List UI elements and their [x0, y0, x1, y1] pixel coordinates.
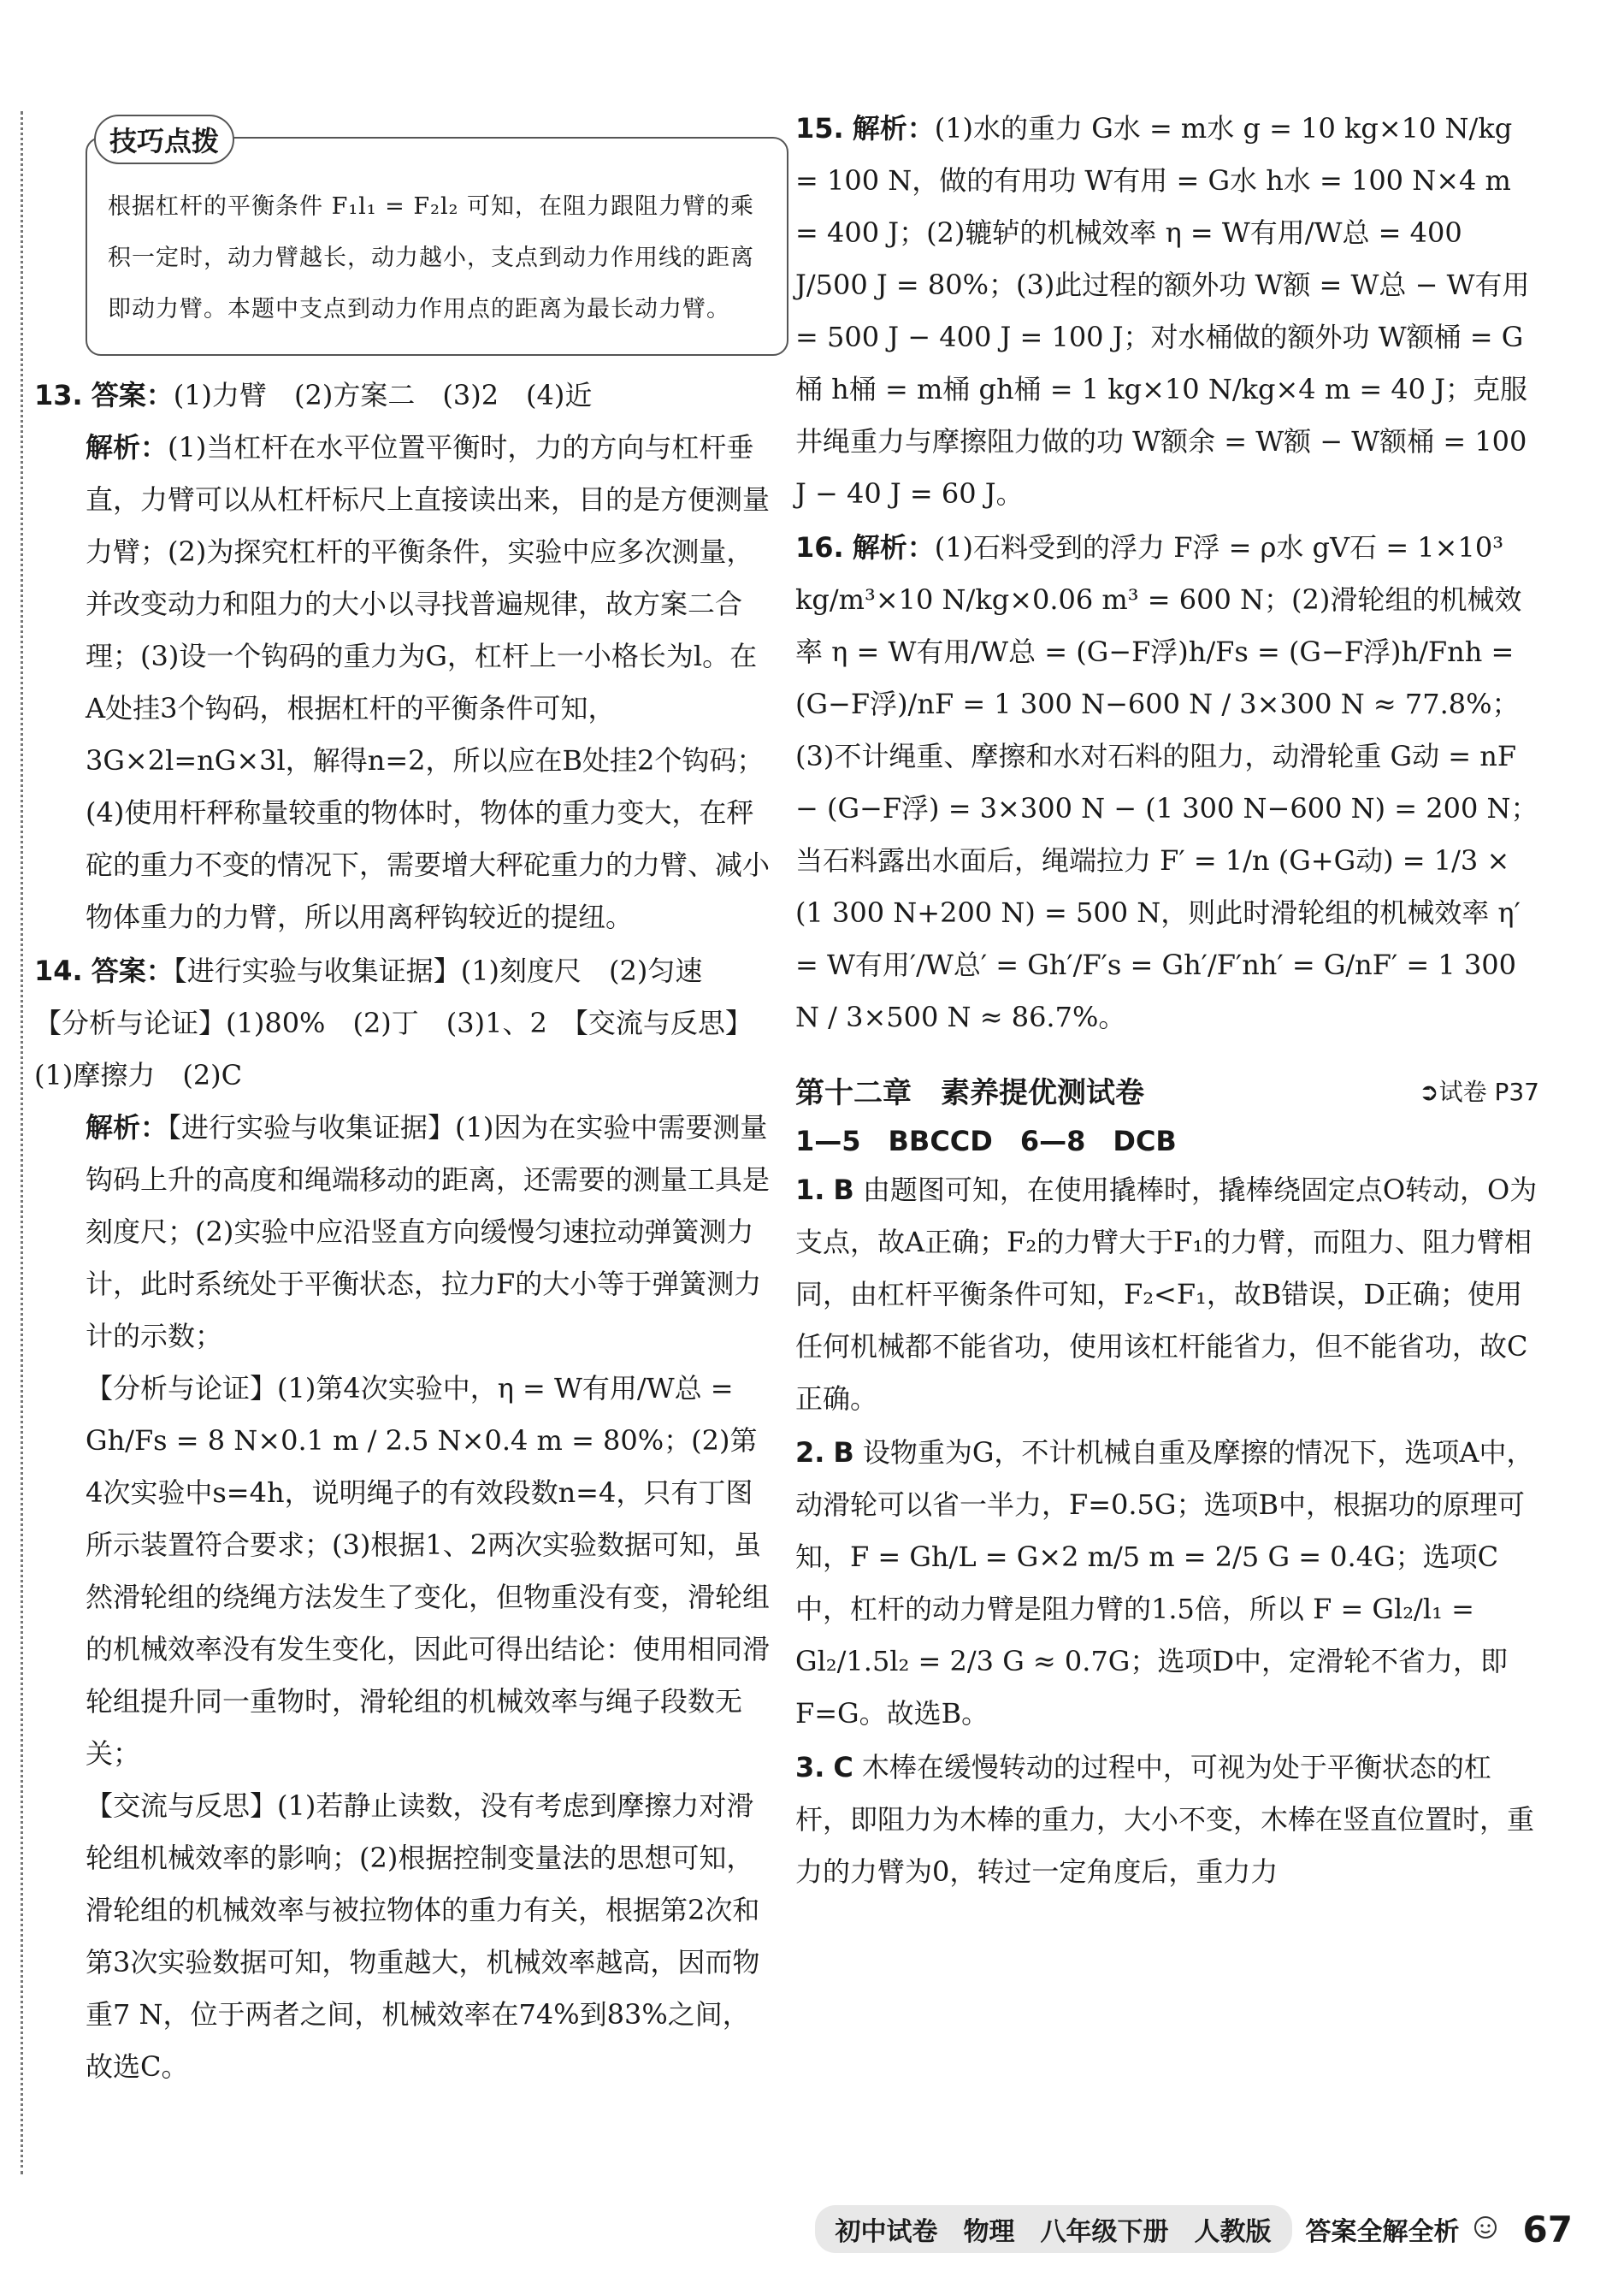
left-margin-dotted-line	[21, 111, 23, 2174]
mascot-icon	[1468, 2212, 1503, 2246]
choice-question-1	[795, 1164, 1539, 1425]
q16-analysis-label: 解析：	[852, 531, 935, 564]
left-column	[34, 103, 770, 2095]
choice-question-2	[795, 1427, 1539, 1740]
c2-answer: B	[833, 1436, 854, 1469]
q13-analysis: (1)当杠杆在水平位置平衡时，力的方向与杠杆垂直，力臂可以从杠杆标尺上直接读出来，目的是方便测量力臂；(2)为探究杠杆的平衡条件，实验中应多次测量，并改变动力和阻力的大小以寻找普遍规律，故方案二合理；(3)设一个钩码的重力为G，杠杆上一小格长为l。在A处挂3个钩码，根据杠杆的平衡条件可知，3G×2l=nG×3l，解得n=2，所以应在B处挂2个钩码；(4)使用杆秤称量较重的物体时，物体的重力变大，在秤砣的重力不变的情况下，需要增大秤砣重力的力臂、减小物体重力的力臂，所以用离秤钩较近的提纽。	[86, 431, 771, 933]
question-14	[34, 945, 770, 2093]
c3-number: 3.	[795, 1751, 825, 1783]
c2-number: 2.	[795, 1436, 825, 1469]
c3-text: 木棒在缓慢转动的过程中，可视为处于平衡状态的杠杆，即阻力为木棒的重力，大小不变，木棒在竖直位置时，重力的力臂为0，转过一定角度后，重力力	[795, 1751, 1535, 1888]
question-15	[795, 103, 1539, 520]
q14-analysis-label: 解析：	[86, 1111, 168, 1144]
choice-answers: 1—5 BBCCD 6—8 DCB	[795, 1125, 1177, 1157]
c1-number: 1.	[795, 1174, 825, 1206]
tip-title: 技巧点拨	[94, 115, 234, 164]
c2-text: 设物重为G，不计机械自重及摩擦的情况下，选项A中，动滑轮可以省一半力，F=0.5G；选项B中，根据功的原理可知，F = Gh/L = G×2 m/5 m = 2/5 G = 0.4G；选项C中，杠杆的动力臂是阻力臂的1.5倍，所以 F = Gl₂/l₁ = Gl₂/1.5l₂ = 2/3 G ≈ 0.7G；选项D中，定滑轮不省力，即F=G。故选B。	[795, 1436, 1534, 1730]
q16-number: 16.	[795, 531, 844, 564]
chapter-page-ref: ➲试卷 P37	[1419, 1077, 1539, 1106]
q13-number: 13.	[34, 379, 83, 411]
q15-analysis: (1)水的重力 G水 = m水 g = 10 kg×10 N/kg = 100 N，做的有用功 W有用 = G水 h水 = 100 N×4 m = 400 J；(2)辘轳的机械效率 η = W有用/W总 = 400 J/500 J = 80%；(3)此过程的额外功 W额 = W总 − W有用 = 500 J − 400 J = 100 J；对水桶做的额外功 W额桶 = G桶 h桶 = m桶 gh桶 = 1 kg×10 N/kg×4 m = 40 J；克服井绳重力与摩擦阻力做的功 W额余 = W额 − W额桶 = 100 J − 40 J = 60 J。	[795, 112, 1530, 510]
c1-text: 由题图可知，在使用撬棒时，撬棒绕固定点O转动，O为支点，故A正确；F₂的力臂大于F₁的力臂，而阻力、阻力臂相同，由杠杆平衡条件可知，F₂<F₁，故B错误，D正确；使用任何机械都不能省功，使用该杠杆能省力，但不能省功，故C正确。	[795, 1174, 1538, 1415]
q14-number: 14.	[34, 955, 83, 987]
q13-answer-label: 答案：	[91, 379, 174, 411]
chapter-heading	[795, 1069, 1539, 1111]
q15-analysis-label: 解析：	[852, 112, 935, 145]
q15-number: 15.	[795, 112, 844, 145]
q14-analysis-part3: 【交流与反思】(1)若静止读数，没有考虑到摩擦力对滑轮组机械效率的影响；(2)根据控制变量法的思想可知，滑轮组的机械效率与被拉物体的重力有关，根据第2次和第3次实验数据可知，物重越大，机械效率越高，因而物重7 N，位于两者之间，机械效率在74%到83%之间，故选C。	[86, 1789, 760, 2083]
page-footer	[815, 2205, 1573, 2253]
footer-tag: 答案全解全析	[1305, 2217, 1460, 2247]
chapter-title: 第十二章 素养提优测试卷	[795, 1076, 1144, 1110]
q16-analysis: (1)石料受到的浮力 F浮 = ρ水 gV石 = 1×10³ kg/m³×10 N/kg×0.06 m³ = 600 N；(2)滑轮组的机械效率 η = W有用/W总 = (G−F浮)h/Fs = (G−F浮)h/Fnh = (G−F浮)/nF = 1 300 N−600 N / 3×300 N ≈ 77.8%；(3)不计绳重、摩擦和水对石料的阻力，动滑轮重 G动 = nF − (G−F浮) = 3×300 N − (1 300 N−600 N) = 200 N；当石料露出水面后，绳端拉力 F′ = 1/n (G+G动) = 1/3 × (1 300 N+200 N) = 500 N，则此时滑轮组的机械效率 η′ = W有用′/W总′ = Gh′/F′s = Gh′/F′nh′ = G/nF′ = 1 300 N / 3×500 N ≈ 86.7%。	[795, 531, 1538, 1033]
q14-answer: 【进行实验与收集证据】(1)刻度尺 (2)匀速 【分析与论证】(1)80% (2)丁 (3)1、2 【交流与反思】(1)摩擦力 (2)C	[34, 955, 753, 1091]
q14-analysis-part2: 【分析与论证】(1)第4次实验中，η = W有用/W总 = Gh/Fs = 8 N×0.1 m / 2.5 N×0.4 m = 80%；(2)第4次实验中s=4h，说明绳子的有效段数n=4，只有丁图所示装置符合要求；(3)根据1、2两次实验数据可知，虽然滑轮组的绕绳方法发生了变化，但物重没有变，滑轮组的机械效率没有发生变化，因此可得出结论：使用相同滑轮组提升同一重物时，滑轮组的机械效率与绳子段数无关；	[86, 1372, 771, 1770]
page-number: 67	[1522, 2208, 1573, 2250]
choice-question-3	[795, 1742, 1539, 1898]
c3-answer: C	[833, 1751, 853, 1783]
c1-answer: B	[833, 1174, 854, 1206]
q13-answer: (1)力臂 (2)方案二 (3)2 (4)近	[173, 379, 593, 411]
footer-label: 初中试卷 物理 八年级下册 人教版	[815, 2205, 1292, 2253]
q14-answer-label: 答案：	[91, 955, 174, 987]
question-16	[795, 522, 1539, 1044]
tip-box	[86, 125, 788, 356]
q14-analysis-part1: 【进行实验与收集证据】(1)因为在实验中需要测量钩码上升的高度和绳端移动的距离，还需要的测量工具是刻度尺；(2)实验中应沿竖直方向缓慢匀速拉动弹簧测力计，此时系统处于平衡状态，拉力F的大小等于弹簧测力计的示数；	[86, 1111, 771, 1352]
right-column	[795, 103, 1539, 1900]
question-13	[34, 370, 770, 943]
tip-body: 根据杠杆的平衡条件 F₁l₁ = F₂l₂ 可知，在阻力跟阻力臂的乘积一定时，动力臂越长，动力越小，支点到动力作用线的距离即动力臂。本题中支点到动力作用点的距离为最长动力臂。	[108, 193, 754, 322]
q13-analysis-label: 解析：	[86, 431, 168, 464]
